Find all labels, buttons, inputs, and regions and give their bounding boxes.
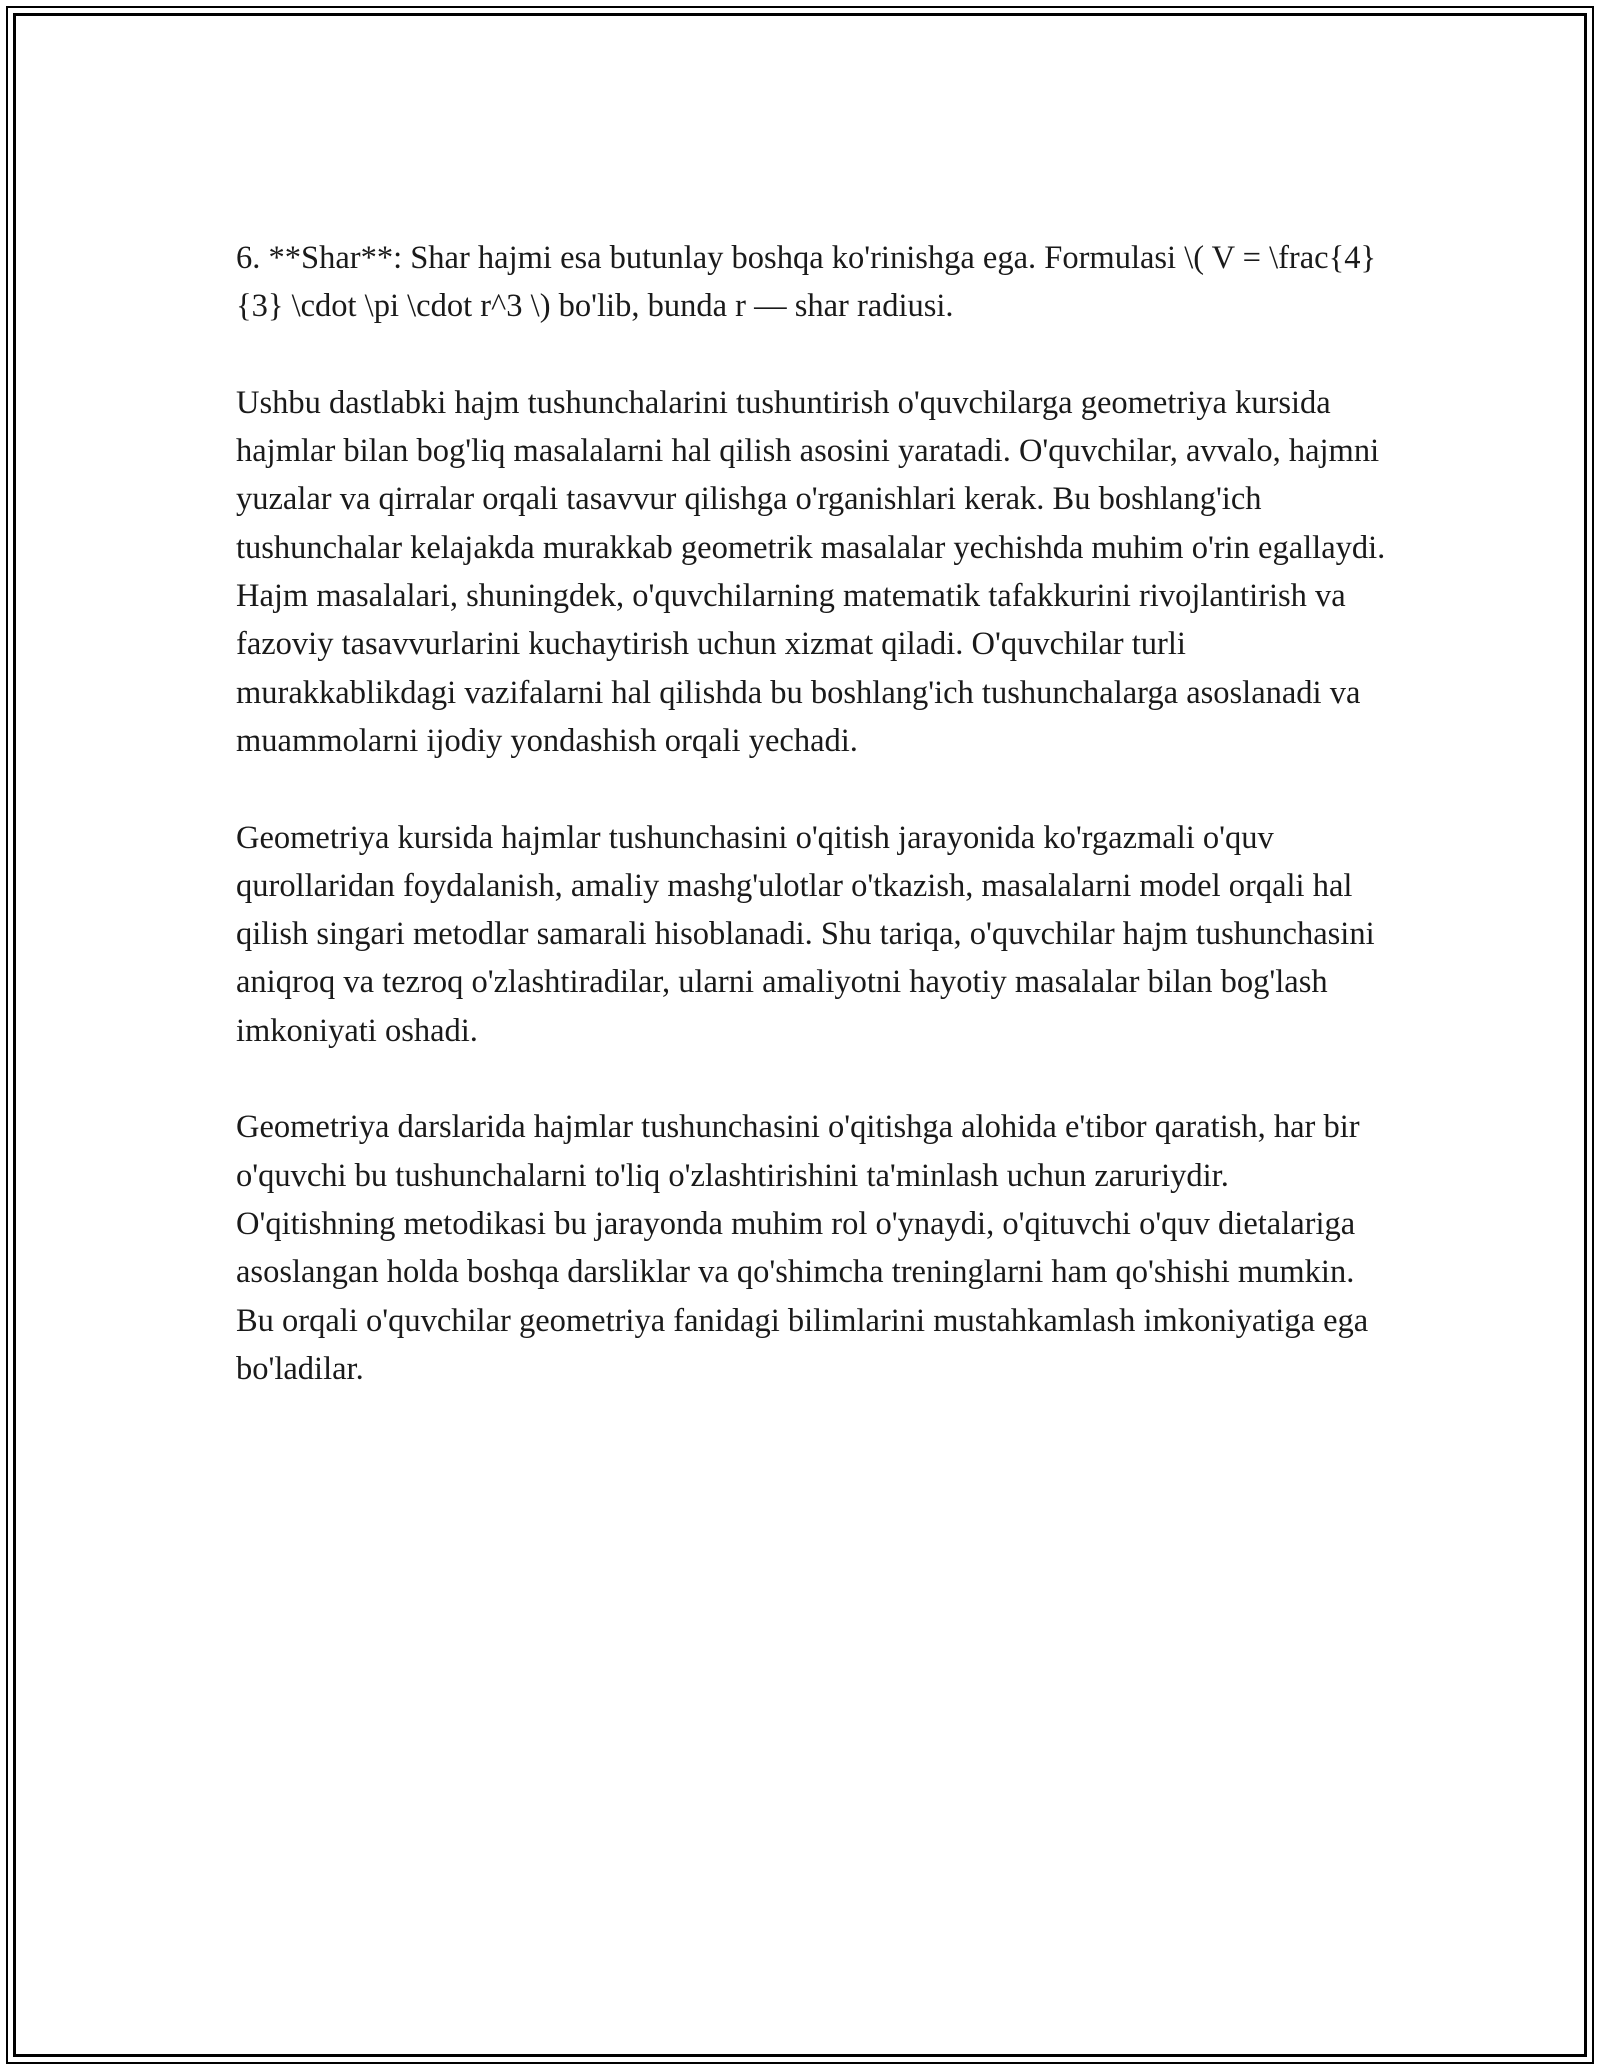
paragraph-teaching-methods: Geometriya kursida hajmlar tushunchasini o'qitish jarayonida ko'rgazmali o'quv qurollaridan foydalanish, amaliy mashg'ulotlar o'tkazish, masalalarni model orqali hal qilish singari metodlar samarali hisoblanadi. Shu tariqa, o'quvchilar hajm tushunchasini aniqroq va tezroq o'zlashtiradilar, ularni amaliyotni hayotiy masalalar bilan bog'lash imkoniyati oshadi. — [236, 819, 1375, 1049]
paragraph-conclusion: Geometriya darslarida hajmlar tushunchasini o'qitishga alohida e'tibor qaratish, har bir o'quvchi bu tushunchalarni to'liq o'zlashtirishini ta'minlash uchun zaruriydir. O'qitishning metodikasi bu jarayonda muhim rol o'ynaydi, o'qituvchi o'quv dietalariga asoslangan holda boshqa darsliklar va qo'shimcha treninglarni ham qo'shishi mumkin. Bu orqali o'quvchilar geometriya fanidagi bilimlarini mustahkamlash imkoniyatiga ega bo'ladilar. — [236, 1109, 1369, 1387]
paragraph-volume-concepts: Ushbu dastlabki hajm tushunchalarini tushuntirish o'quvchilarga geometriya kursida hajmlar bilan bog'liq masalalarni hal qilish asosini yaratadi. O'quvchilar, avvalo, hajmni yuzalar va qirralar orqali tasavvur qilishga o'rganishlari kerak. Bu boshlang'ich tushunchalar kelajakda murakkab geometrik masalalar yechishda muhim o'rin egallaydi. Hajm masalalari, shuningdek, o'quvchilarning matematik tafakkurini rivojlantirish va fazoviy tasavvurlarini kuchaytirish uchun xizmat qiladi. O'quvchilar turli murakkablikdagi vazifalarni hal qilishda bu boshlang'ich tushunchalarga asoslanadi va muammolarni ijodiy yondashish orqali yechadi. — [236, 384, 1386, 759]
paragraph-shar-formula: 6. **Shar**: Shar hajmi esa butunlay boshqa ko'rinishga ega. Formulasi \( V = \frac{4}{3} \cdot \pi \cdot r^3 \) bo'lib, bunda r — shar radiusi. — [236, 240, 1377, 325]
document-body — [236, 234, 1386, 1441]
